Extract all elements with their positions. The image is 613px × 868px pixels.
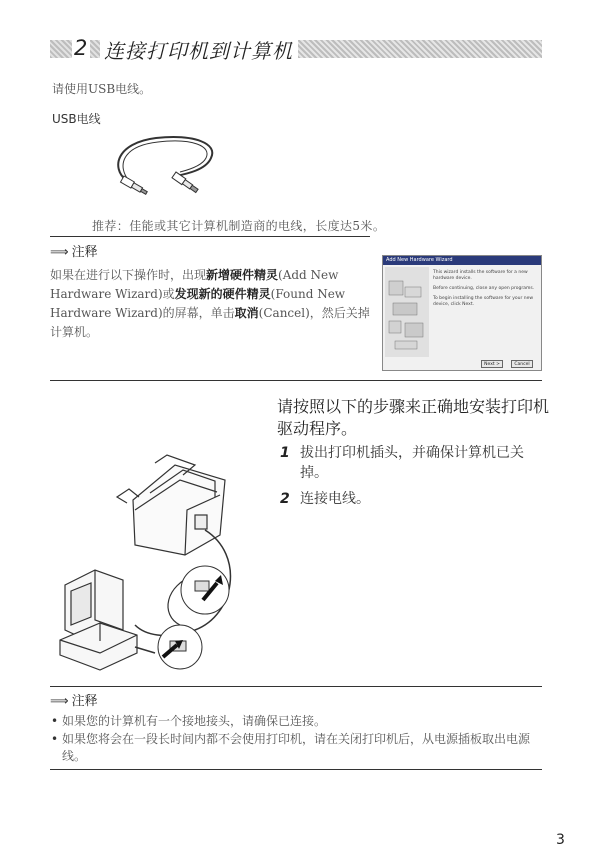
note-text: (Cancel)，然后关掉计算机。 [50,306,370,339]
page-number: 3 [556,832,565,848]
intro-text: 请使用USB电线。 [52,82,152,96]
step-number: 2 [280,491,290,507]
step-2 [280,489,545,509]
note-bold-term: 发现新的硬件精灵 [174,287,271,301]
wizard-graphic [385,267,429,357]
wizard-line: This wizard installs the software for a new hardware device. [433,270,528,281]
wizard-line: Before continuing, close any open programs. [433,286,535,291]
usb-cable-illustration [106,128,226,208]
bullet-icon: • [51,732,59,746]
divider [50,380,542,381]
list-item [50,731,550,765]
wizard-text [433,270,537,312]
wizard-graphic-image [385,267,429,357]
list-item-text: 如果您的计算机有一个接地接头，请确保已连接。 [62,714,327,728]
usb-cable-label: USB电线 [52,112,101,126]
note-heading-label: 注释 [71,694,98,709]
note-arrow-icon: ⟹ [50,694,69,709]
wizard-line: To begin installing the software for your new device, click Next. [433,296,534,307]
step-text: 拔出打印机插头，并确保计算机已关掉。 [300,445,524,481]
wizard-cancel-button: Cancel [511,360,533,368]
section-number: 2 [74,36,88,60]
section-title: 连接打印机到计算机 [104,39,293,63]
note-heading [50,241,98,260]
procedure-title: 请按照以下的步骤来正确地安装打印机驱动程序。 [277,397,550,438]
list-item [50,713,550,730]
note-bold-term: 新增硬件精灵 [206,268,279,282]
note-text: 如果在进行以下操作时，出现 [50,268,207,282]
wizard-title: Add New Hardware Wizard [383,256,541,265]
note-bold-term: 取消 [234,306,259,320]
cable-recommendation: 推荐：佳能或其它计算机制造商的电线，长度达5米。 [92,219,386,233]
note-heading [50,690,98,709]
note-text: (Add New Hardware Wizard)或 [50,268,339,301]
wizard-next-button: Next > [481,360,503,368]
divider [50,686,542,687]
note-body [50,266,372,342]
header-decoration-band [298,40,542,58]
divider [50,236,370,237]
bullet-icon: • [51,714,59,728]
step-text: 连接电线。 [300,491,370,507]
note-heading-label: 注释 [71,245,98,260]
step-number: 1 [280,445,290,461]
note-text: (Found New Hardware Wizard)的屏幕，单击 [50,287,346,320]
header-decoration-mid [90,40,100,58]
step-1 [280,443,545,483]
header-decoration-left [50,40,72,58]
printer-connection-illustration [55,385,270,685]
note-arrow-icon: ⟹ [50,245,69,260]
hardware-wizard-screenshot [382,255,542,371]
note-bullet-list [50,713,550,766]
divider [50,769,542,770]
list-item-text: 如果您将会在一段长时间内都不会使用打印机，请在关闭打印机后，从电源插板取出电源线。 [62,732,531,763]
